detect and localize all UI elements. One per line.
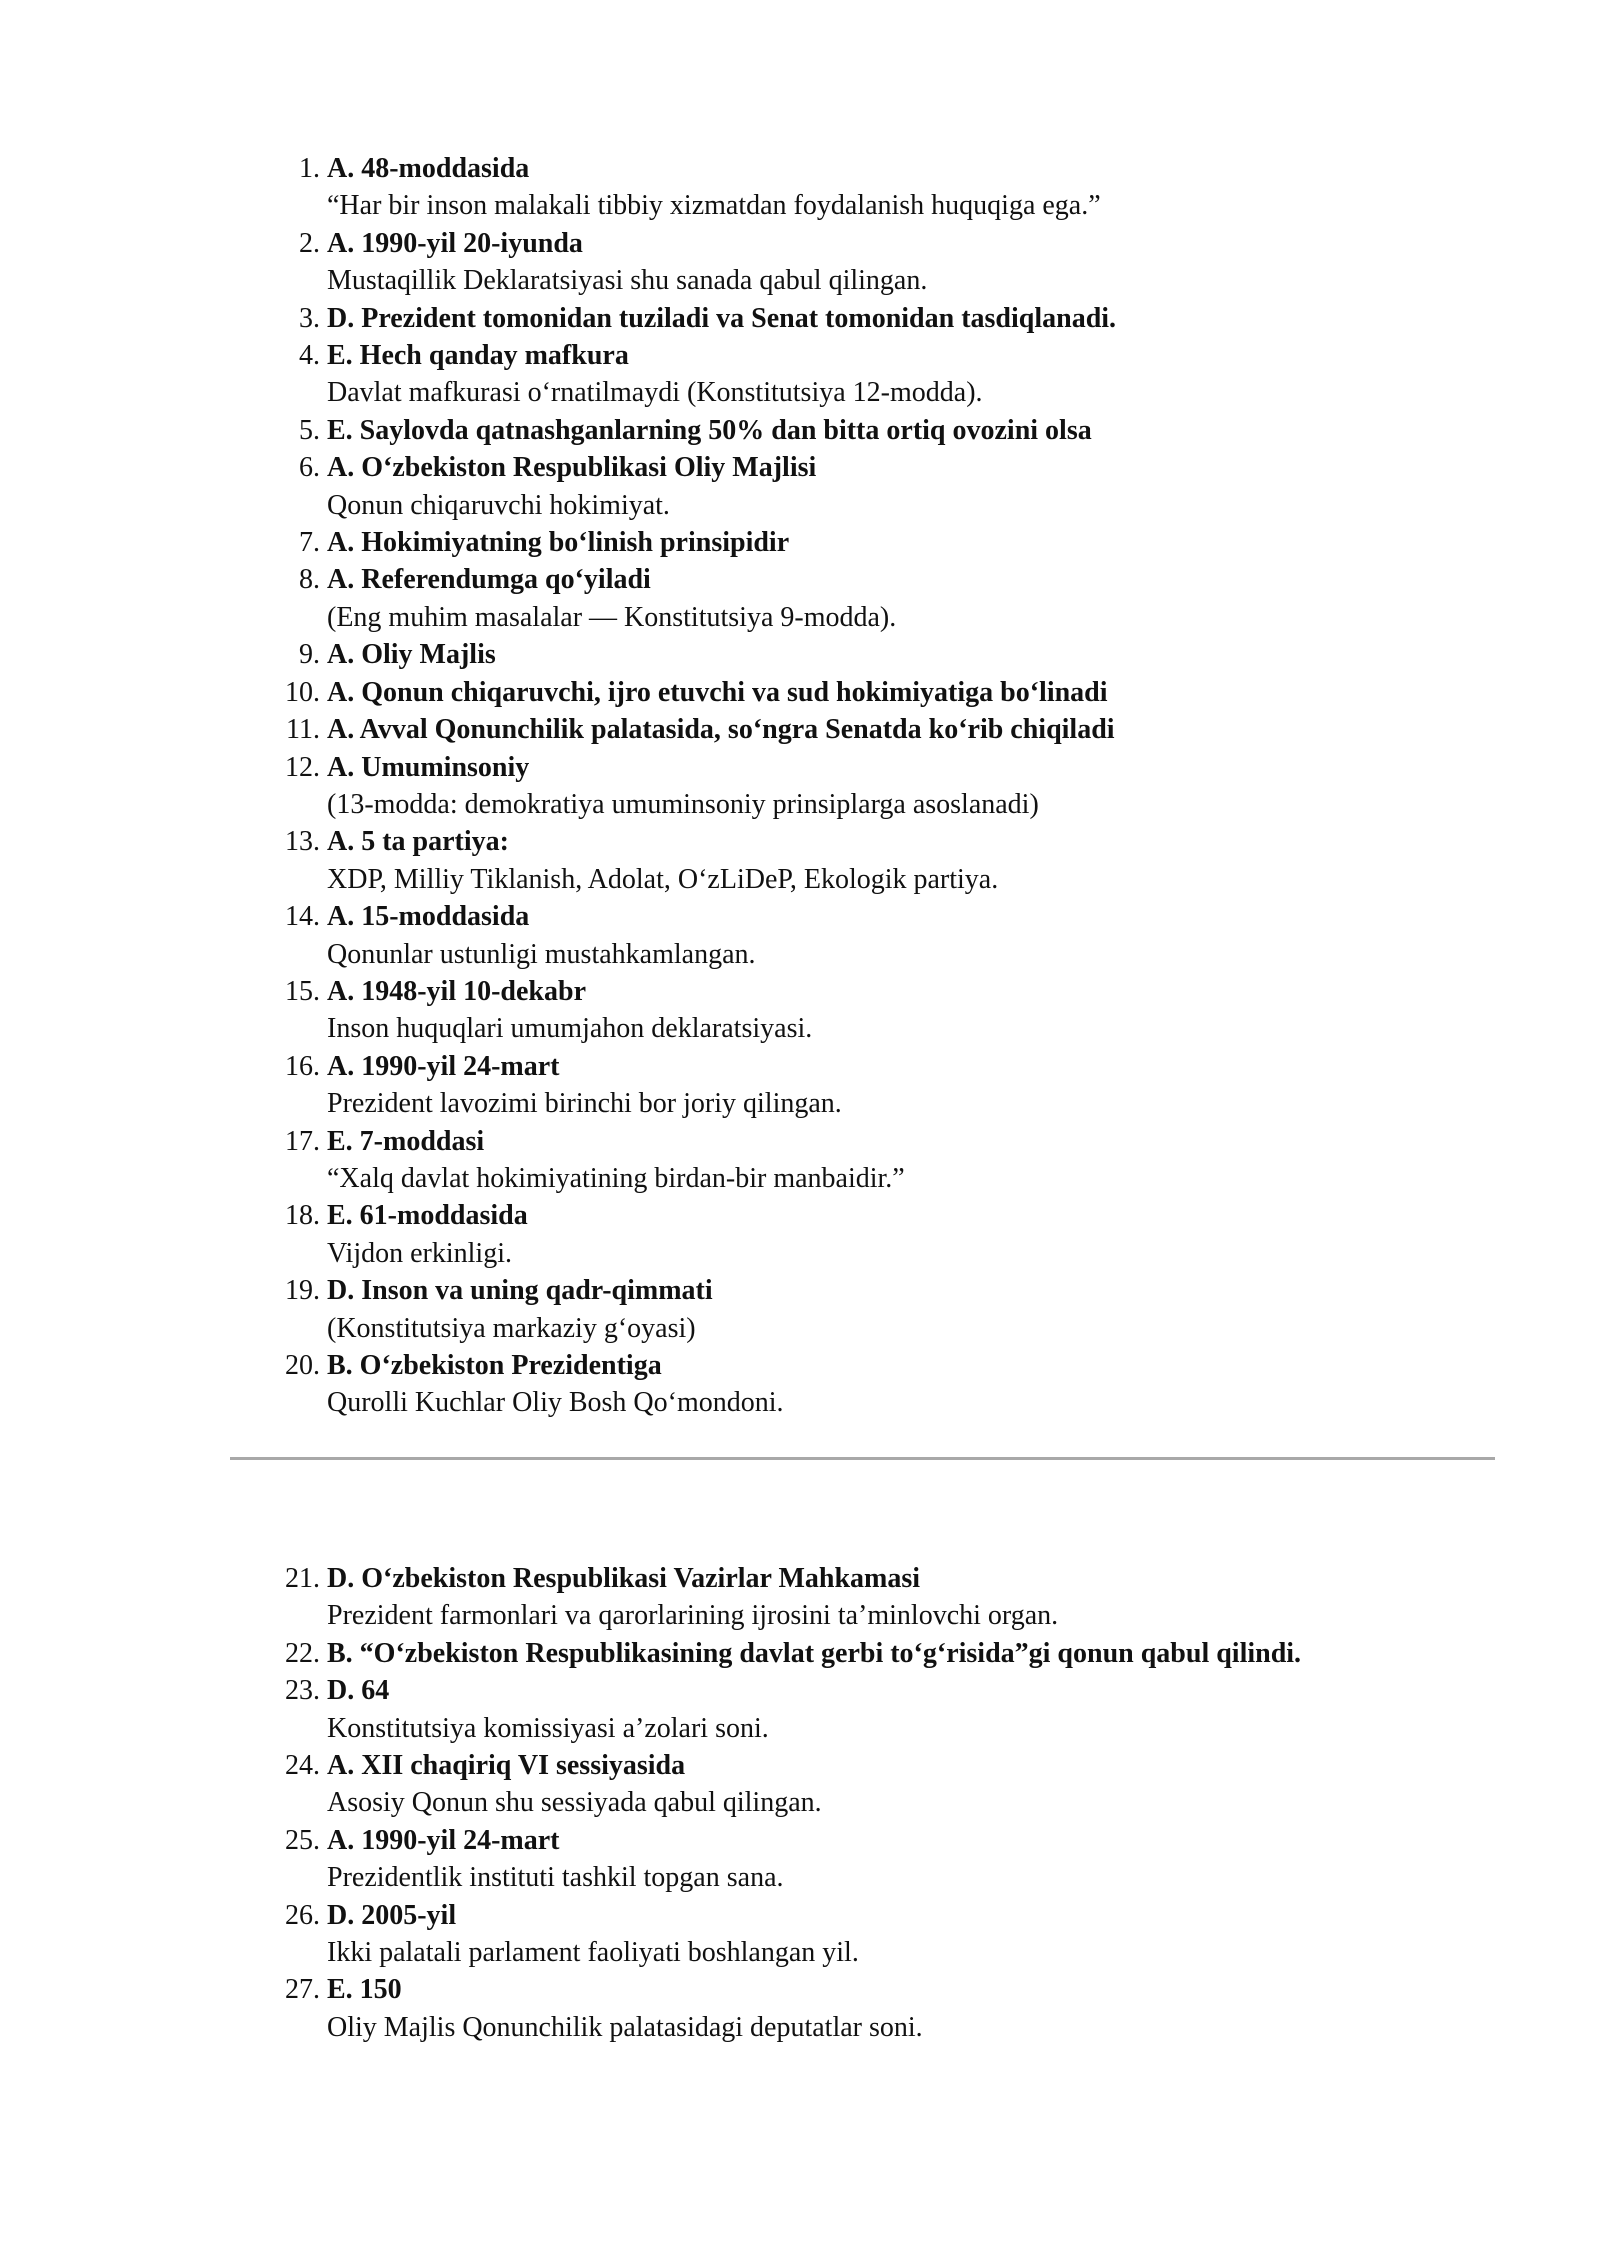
item-answer: D. 64 (327, 1675, 390, 1707)
item-number: 12. (285, 751, 320, 783)
item-note: Oliy Majlis Qonunchilik palatasidagi deputatlar soni. (327, 2011, 923, 2043)
item-note: (Konstitutsiya markaziy g‘oyasi) (327, 1312, 696, 1344)
answer-item (270, 1635, 1490, 1672)
answer-item (270, 1971, 1490, 2046)
answer-item (270, 1197, 1490, 1272)
item-number: 6. (299, 452, 320, 484)
answer-item (270, 1123, 1490, 1198)
section-divider (230, 1457, 1495, 1460)
item-note: Asosiy Qonun shu sessiyada qabul qilingan. (327, 1787, 822, 1819)
item-answer: A. 1990-yil 24-mart (327, 1824, 560, 1856)
answer-item (270, 412, 1490, 449)
answer-item (270, 225, 1490, 300)
answer-item (270, 524, 1490, 561)
answer-list-1 (270, 150, 1490, 1422)
item-number: 8. (299, 564, 320, 596)
item-note: Qurolli Kuchlar Oliy Bosh Qo‘mondoni. (327, 1387, 784, 1419)
item-answer: E. 150 (327, 1974, 402, 2006)
item-answer: A. 1990-yil 24-mart (327, 1050, 560, 1082)
item-number: 19. (285, 1275, 320, 1307)
item-number: 15. (285, 975, 320, 1007)
item-number: 9. (299, 639, 320, 671)
item-number: 24. (285, 1750, 320, 1782)
item-answer: A. 15-moddasida (327, 901, 530, 933)
item-answer: A. 1990-yil 20-iyunda (327, 227, 583, 259)
item-answer: A. 5 ta partiya: (327, 826, 509, 858)
answer-item (270, 337, 1490, 412)
item-number: 25. (285, 1824, 320, 1856)
item-answer: D. Inson va uning qadr-qimmati (327, 1275, 713, 1307)
item-answer: E. 7-moddasi (327, 1125, 485, 1157)
item-number: 2. (299, 227, 320, 259)
item-number: 22. (285, 1637, 320, 1669)
item-number: 23. (285, 1675, 320, 1707)
item-number: 4. (299, 340, 320, 372)
item-note: Ikki palatali parlament faoliyati boshlangan yil. (327, 1937, 859, 1969)
item-number: 16. (285, 1050, 320, 1082)
item-number: 27. (285, 1974, 320, 2006)
answer-item (270, 1897, 1490, 1972)
item-note: “Har bir inson malakali tibbiy xizmatdan foydalanish huquqiga ega.” (327, 190, 1101, 222)
answer-item (270, 1347, 1490, 1422)
item-answer: A. Hokimiyatning bo‘linish prinsipidir (327, 527, 790, 559)
answer-item (270, 823, 1490, 898)
answer-item (270, 1048, 1490, 1123)
item-number: 21. (285, 1563, 320, 1594)
answer-item (270, 898, 1490, 973)
item-note: (13-modda: demokratiya umuminsoniy prinsiplarga asoslanadi) (327, 788, 1039, 820)
item-answer: D. 2005-yil (327, 1899, 457, 1931)
item-answer: D. Prezident tomonidan tuziladi va Senat tomonidan tasdiqlanadi. (327, 302, 1117, 334)
answer-item (270, 636, 1490, 673)
item-number: 1. (299, 153, 320, 184)
item-answer: E. Hech qanday mafkura (327, 340, 629, 372)
item-number: 20. (285, 1350, 320, 1381)
item-number: 18. (285, 1200, 320, 1232)
item-answer: A. 48-moddasida (327, 153, 530, 184)
item-number: 3. (299, 302, 320, 334)
item-answer: A. Referendumga qo‘yiladi (327, 564, 651, 596)
answer-item (270, 150, 1490, 225)
item-number: 26. (285, 1899, 320, 1931)
answer-item (270, 973, 1490, 1048)
item-note: Prezident farmonlari va qarorlarining ijrosini ta’minlovchi organ. (327, 1600, 1059, 1632)
item-answer: B. O‘zbekiston Prezidentiga (327, 1350, 662, 1381)
item-note: “Xalq davlat hokimiyatining birdan-bir manbaidir.” (327, 1162, 905, 1194)
item-number: 13. (285, 826, 320, 858)
answer-item (270, 711, 1490, 748)
item-answer: A. Qonun chiqaruvchi, ijro etuvchi va sud hokimiyatiga bo‘linadi (327, 676, 1108, 708)
item-answer: A. Avval Qonunchilik palatasida, so‘ngra Senatda ko‘rib chiqiladi (327, 714, 1115, 746)
answer-item (270, 561, 1490, 636)
item-answer: E. Saylovda qatnashganlarning 50% dan bitta ortiq ovozini olsa (327, 414, 1092, 446)
answer-item (270, 674, 1490, 711)
answer-item (270, 449, 1490, 524)
item-answer: A. O‘zbekiston Respublikasi Oliy Majlisi (327, 452, 817, 484)
item-number: 17. (285, 1125, 320, 1157)
item-number: 10. (285, 676, 320, 708)
item-note: Prezidentlik instituti tashkil topgan sana. (327, 1862, 784, 1894)
item-note: Mustaqillik Deklaratsiyasi shu sanada qabul qilingan. (327, 265, 928, 297)
item-note: Inson huquqlari umumjahon deklaratsiyasi. (327, 1013, 813, 1045)
answer-item (270, 1272, 1490, 1347)
item-answer: A. XII chaqiriq VI sessiyasida (327, 1750, 686, 1782)
item-note: Qonunlar ustunligi mustahkamlangan. (327, 938, 756, 970)
answer-item (270, 300, 1490, 337)
item-answer: A. 1948-yil 10-dekabr (327, 975, 586, 1007)
answer-item (270, 1747, 1490, 1822)
item-answer: B. “O‘zbekiston Respublikasining davlat gerbi to‘g‘risida”gi qonun qabul qilindi. (327, 1637, 1302, 1669)
item-note: Davlat mafkurasi o‘rnatilmaydi (Konstitutsiya 12-modda). (327, 377, 983, 409)
item-note: (Eng muhim masalalar — Konstitutsiya 9-modda). (327, 601, 897, 633)
answer-item (270, 1672, 1490, 1747)
item-note: XDP, Milliy Tiklanish, Adolat, O‘zLiDeP, Ekologik partiya. (327, 863, 999, 895)
item-answer: D. O‘zbekiston Respublikasi Vazirlar Mahkamasi (327, 1563, 921, 1594)
item-answer: E. 61-moddasida (327, 1200, 528, 1232)
item-number: 7. (299, 527, 320, 559)
item-note: Konstitutsiya komissiyasi a’zolari soni. (327, 1712, 769, 1744)
item-note: Prezident lavozimi birinchi bor joriy qilingan. (327, 1088, 842, 1120)
item-number: 11. (286, 714, 320, 746)
answer-item (270, 1822, 1490, 1897)
item-answer: A. Umuminsoniy (327, 751, 530, 783)
item-answer: A. Oliy Majlis (327, 639, 496, 671)
item-number: 14. (285, 901, 320, 933)
answer-item (270, 1560, 1490, 1635)
item-number: 5. (299, 414, 320, 446)
answer-item (270, 749, 1490, 824)
item-note: Vijdon erkinligi. (327, 1237, 512, 1269)
answer-list-2 (270, 1560, 1490, 2046)
item-note: Qonun chiqaruvchi hokimiyat. (327, 489, 670, 521)
